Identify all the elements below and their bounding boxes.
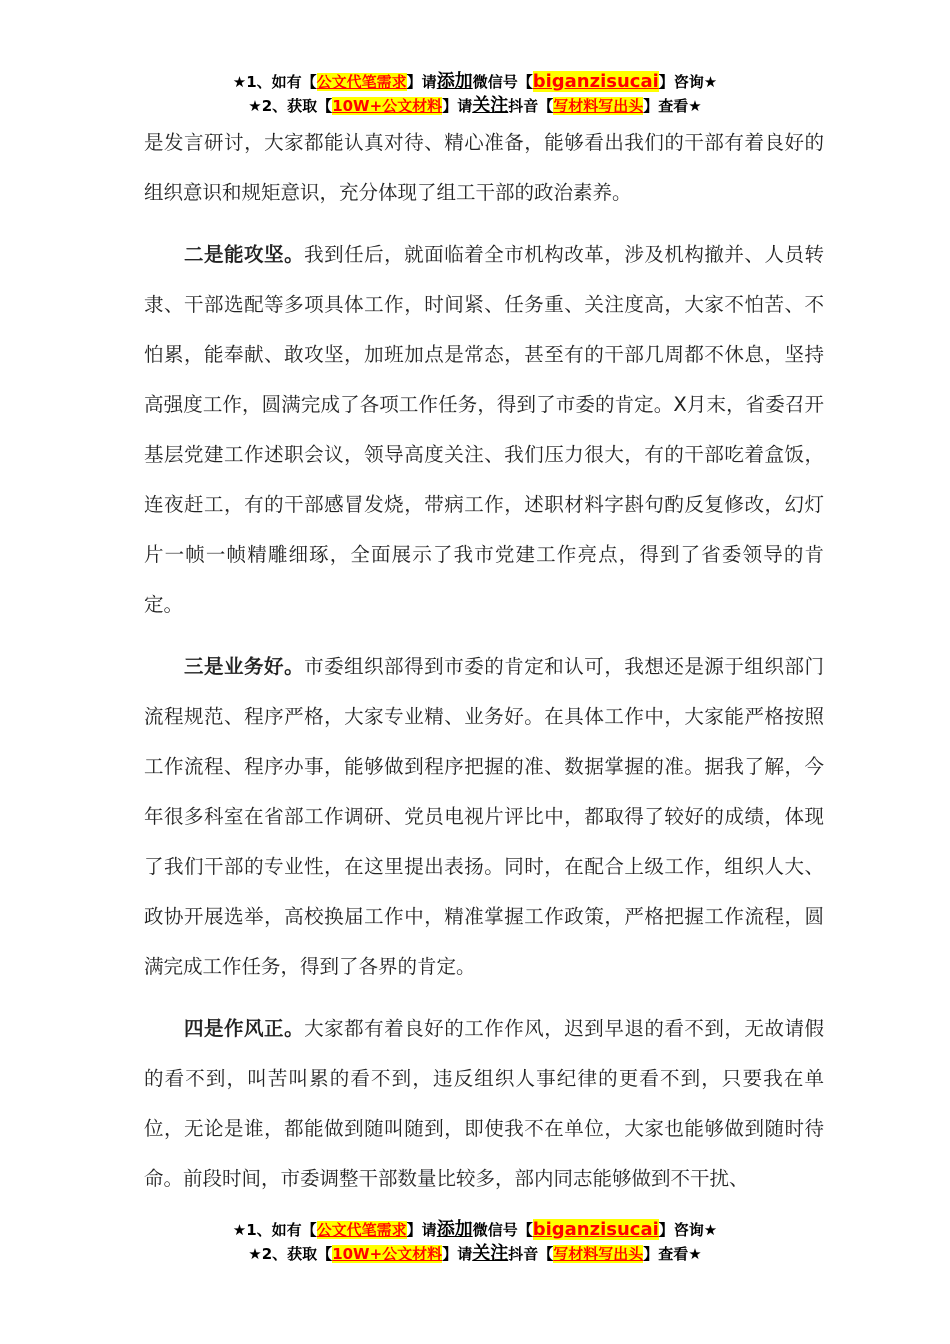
highlight-service: 公文代笔需求 (316, 73, 407, 91)
highlight-materials: 10W+公文材料 (332, 97, 443, 115)
paragraph-lead: 三是业务好。 (184, 655, 305, 678)
paragraph-4: 四是作风正。大家都有着良好的工作作风，迟到早退的看不到，无故请假的看不到，叫苦叫累的看不到，违反组织人事纪律的更看不到，只要我在单位，无论是谁，都能做到随叫随到，即使我不在单位，大家也能够做到随时待命。前段时间，市委调整干部数量比较多，部内同志能够做到不干扰、 (144, 1017, 824, 1190)
banner-line-2: ★2、获取【10W+公文材料】请关注抖音【写材料写出头】查看★ (248, 95, 702, 116)
banner-line-1: ★1、如有【公文代笔需求】请添加微信号【biganzisucai】咨询★ (232, 1219, 718, 1240)
highlight-douyin: 写材料写出头 (553, 97, 644, 115)
banner-line-1: ★1、如有【公文代笔需求】请添加微信号【biganzisucai】咨询★ (232, 71, 718, 92)
footer-banner (0, 1218, 950, 1266)
paragraph-lead: 四是作风正。 (184, 1017, 305, 1040)
highlight-wechat-id: biganzisucai (532, 1219, 659, 1240)
banner-line-2: ★2、获取【10W+公文材料】请关注抖音【写材料写出头】查看★ (248, 1243, 702, 1264)
paragraph-lead: 二是能攻坚。 (184, 243, 305, 266)
highlight-wechat-id: biganzisucai (532, 71, 659, 92)
highlight-service: 公文代笔需求 (316, 1221, 407, 1239)
paragraph-2: 二是能攻坚。我到任后，就面临着全市机构改革，涉及机构撤并、人员转隶、干部选配等多项具体工作，时间紧、任务重、关注度高，大家不怕苦、不怕累，能奉献、敢攻坚，加班加点是常态，甚至有的干部几周都不休息，坚持高强度工作，圆满完成了各项工作任务，得到了市委的肯定。X月末，省委召开基层党建工作述职会议，领导高度关注、我们压力很大，有的干部吃着盒饭，连夜赶工，有的干部感冒发烧，带病工作，述职材料字斟句酌反复修改，幻灯片一帧一帧精雕细琢，全面展示了我市党建工作亮点，得到了省委领导的肯定。 (144, 243, 824, 616)
header-banner (0, 70, 950, 118)
highlight-materials: 10W+公文材料 (332, 1245, 443, 1263)
highlight-douyin: 写材料写出头 (553, 1245, 644, 1263)
paragraph-3: 三是业务好。市委组织部得到市委的肯定和认可，我想还是源于组织部门流程规范、程序严格，大家专业精、业务好。在具体工作中，大家能严格按照工作流程、程序办事，能够做到程序把握的准、数据掌握的准。据我了解，今年很多科室在省部工作调研、党员电视片评比中，都取得了较好的成绩，体现了我们干部的专业性，在这里提出表扬。同时，在配合上级工作，组织人大、政协开展选举，高校换届工作中，精准掌握工作政策，严格把握工作流程，圆满完成工作任务，得到了各界的肯定。 (144, 655, 824, 978)
document-body (144, 118, 824, 1204)
paragraph-1: 是发言研讨，大家都能认真对待、精心准备，能够看出我们的干部有着良好的组织意识和规矩意识，充分体现了组工干部的政治素养。 (144, 131, 824, 204)
